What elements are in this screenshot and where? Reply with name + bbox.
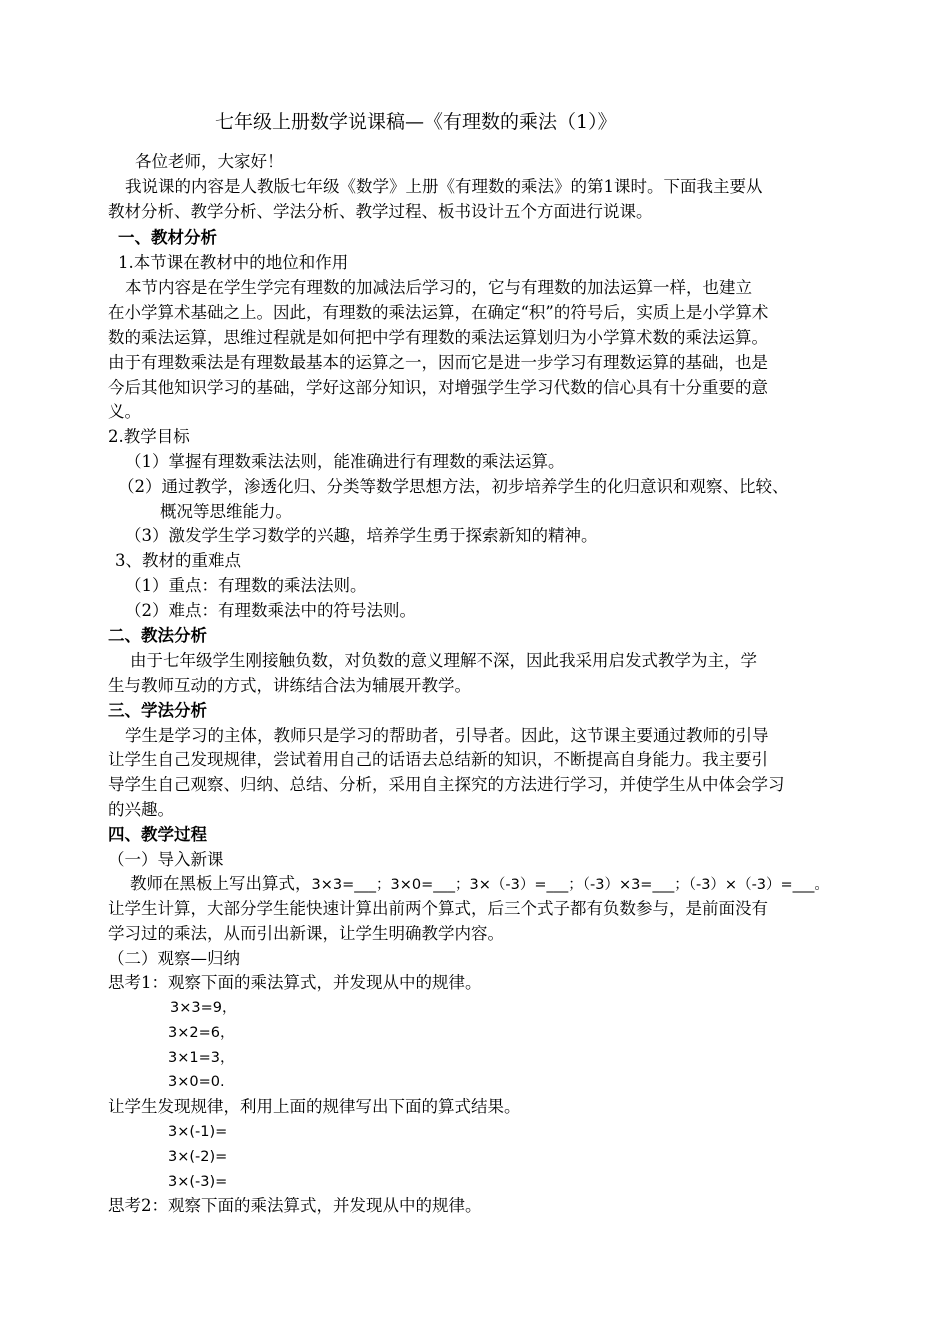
- section-1-heading: 一、教材分析: [118, 228, 217, 247]
- intro-lesson-equations: 3×3=___；3×0=___；3×（-3）=___；（-3）×3=___；（-3）×（-3）=___。: [311, 877, 829, 893]
- greeting: 各位老师，大家好！: [135, 152, 284, 171]
- section-4-2-heading: （二）观察—归纳: [108, 949, 240, 968]
- think-2: 思考2：观察下面的乘法算式，并发现从中的规律。: [108, 1196, 482, 1215]
- equation: 3×(-2)=: [168, 1149, 228, 1165]
- paragraph-line: 在小学算术基础之上。因此，有理数的乘法运算，在确定“积”的符号后，实质上是小学算术: [108, 303, 769, 322]
- paragraph-line: 让学生计算，大部分学生能快速计算出前两个算式，后三个式子都有负数参与，是前面没有: [108, 899, 768, 918]
- goal-2-cont: 概况等思维能力。: [160, 502, 292, 521]
- paragraph-line: 生与教师互动的方式，讲练结合法为辅展开教学。: [108, 676, 471, 695]
- section-1-2-heading: 2.教学目标: [108, 427, 190, 446]
- paragraph-line: 本节内容是在学生学完有理数的加减法后学习的，它与有理数的加法运算一样，也建立: [125, 278, 752, 297]
- paragraph-line: 今后其他知识学习的基础，学好这部分知识，对增强学生学习代数的信心具有十分重要的意: [108, 378, 768, 397]
- intro-lesson-line: [130, 872, 829, 897]
- document-title: 七年级上册数学说课稿—《有理数的乘法（1）》: [215, 111, 617, 133]
- think-1: 思考1：观察下面的乘法算式，并发现从中的规律。: [108, 973, 482, 992]
- section-3-heading: 三、学法分析: [108, 701, 207, 720]
- section-4-heading: 四、教学过程: [108, 825, 207, 844]
- equation: 3×(-1)=: [168, 1124, 228, 1140]
- instruction: 让学生发现规律，利用上面的规律写出下面的算式结果。: [108, 1097, 521, 1116]
- goal-3: （3）激发学生学习数学的兴趣，培养学生勇于探索新知的精神。: [125, 526, 598, 545]
- intro-line-2: 教材分析、教学分析、学法分析、教学过程、板书设计五个方面进行说课。: [108, 202, 653, 221]
- paragraph-line: 的兴趣。: [108, 800, 174, 819]
- goal-2: （2）通过教学，渗透化归、分类等数学思想方法，初步培养学生的化归意识和观察、比较、: [118, 477, 789, 496]
- equation: 3×3=9，: [170, 1000, 237, 1016]
- paragraph-line: 导学生自己观察、归纳、总结、分析，采用自主探究的方法进行学习，并使学生从中体会学习: [108, 775, 785, 794]
- paragraph-line: 学生是学习的主体，教师只是学习的帮助者，引导者。因此，这节课主要通过教师的引导: [125, 726, 769, 745]
- equation: 3×2=6，: [168, 1025, 235, 1041]
- equation: 3×1=3，: [168, 1050, 235, 1066]
- paragraph-line: 学习过的乘法，从而引出新课，让学生明确教学内容。: [108, 924, 504, 943]
- paragraph-line: 义。: [108, 402, 141, 421]
- section-1-1-heading: 1.本节课在教材中的地位和作用: [118, 253, 349, 272]
- paragraph-line: 由于七年级学生刚接触负数，对负数的意义理解不深，因此我采用启发式教学为主，学: [130, 651, 757, 670]
- section-1-3-heading: 3、教材的重难点: [115, 551, 241, 570]
- paragraph-line: 由于有理数乘法是有理数最基本的运算之一，因而它是进一步学习有理数运算的基础，也是: [108, 353, 768, 372]
- section-4-1-heading: （一）导入新课: [108, 850, 224, 869]
- intro-line-1: 我说课的内容是人教版七年级《数学》上册《有理数的乘法》的第1课时。下面我主要从: [125, 177, 763, 196]
- paragraph-line: 数的乘法运算，思维过程就是如何把中学有理数的乘法运算划归为小学算术数的乘法运算。: [108, 328, 768, 347]
- intro-lesson-text: 教师在黑板上写出算式，: [130, 874, 312, 893]
- goal-1: （1）掌握有理数乘法法则，能准确进行有理数的乘法运算。: [125, 452, 565, 471]
- equation: 3×(-3)=: [168, 1174, 228, 1190]
- difficult-point: （2）难点：有理数乘法中的符号法则。: [125, 601, 416, 620]
- section-2-heading: 二、教法分析: [108, 626, 207, 645]
- key-point: （1）重点：有理数的乘法法则。: [125, 576, 367, 595]
- equation: 3×0=0.: [168, 1074, 225, 1090]
- paragraph-line: 让学生自己发现规律，尝试着用自己的话语去总结新的知识，不断提高自身能力。我主要引: [108, 750, 768, 769]
